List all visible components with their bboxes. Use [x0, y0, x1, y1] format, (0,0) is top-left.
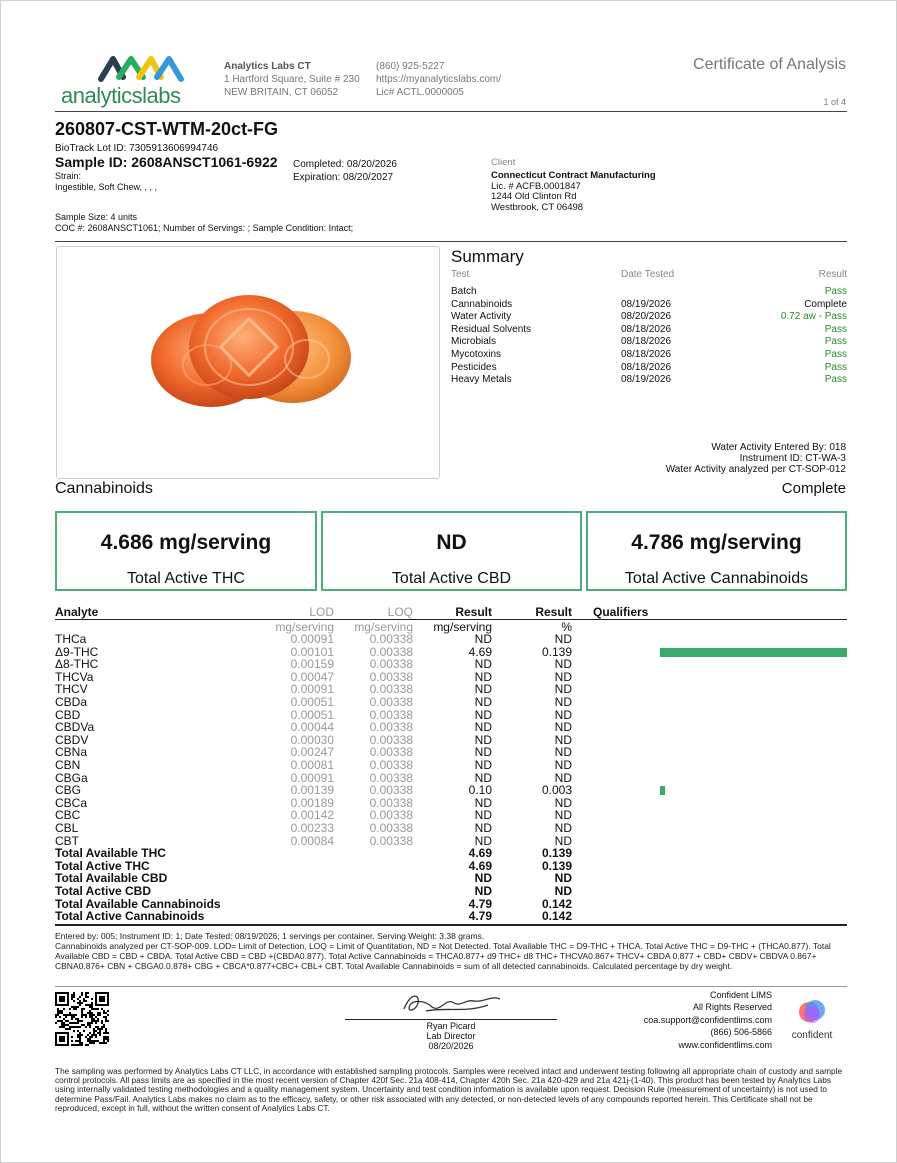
analyte-row: [55, 759, 847, 772]
total-active-thc-label: Total Active THC: [127, 570, 245, 587]
table-bottom-rule: [55, 924, 847, 926]
summary-date: 08/18/2026: [621, 361, 672, 373]
lims-info: [644, 989, 772, 1051]
analyte-table-header: [55, 606, 847, 619]
col-result-mg: Result: [455, 605, 492, 619]
analyte-lod: 0.00081: [290, 758, 334, 772]
total-result-pct: 0.142: [541, 909, 572, 924]
client-block: [491, 158, 656, 214]
analyte-result-mg: ND: [474, 758, 492, 772]
analyte-row: [55, 784, 847, 797]
product-photo: [56, 246, 440, 479]
analyte-result-mg: ND: [474, 669, 492, 684]
summary-date: 08/20/2026: [621, 311, 672, 323]
analyte-result-pct: 0.139: [541, 644, 572, 659]
analyte-row: [55, 822, 847, 835]
summary-col-date: Date Tested: [621, 269, 675, 280]
analyte-result-mg: ND: [474, 732, 492, 747]
signature-icon: [396, 989, 506, 1019]
analyte-row: [55, 797, 847, 810]
product-name: 260807-CST-WTM-20ct-FG: [55, 119, 279, 139]
analyte-loq: 0.00338: [369, 720, 413, 735]
total-active-cbd-value: ND: [436, 531, 467, 554]
analyte-result-mg: 4.69: [468, 644, 492, 659]
summary-result: Pass: [824, 323, 847, 335]
analyte-result-pct: ND: [554, 682, 572, 697]
summary-row: [451, 349, 847, 362]
lims-website[interactable]: www.confidentlims.com: [678, 1039, 772, 1050]
analyte-name: CBG: [55, 783, 82, 798]
analyte-result-mg: ND: [474, 770, 492, 785]
analyte-lod: 0.00142: [290, 808, 334, 823]
sample-id: Sample ID: 2608ANSCT1061-6922: [55, 154, 278, 170]
summary-date: 08/18/2026: [621, 349, 672, 360]
analyte-result-pct: ND: [554, 770, 572, 785]
summary-col-test: Test: [451, 269, 470, 280]
client-address2: Westbrook, CT 06498: [491, 202, 584, 214]
matrix-text: Ingestible, Soft Chew, , , ,: [55, 182, 158, 192]
analyte-result-mg: 0.10: [468, 783, 492, 798]
analyte-name: CBC: [55, 808, 81, 823]
total-row: [55, 847, 847, 860]
signature-date: 08/20/2026: [428, 1041, 474, 1051]
total-active-cannabinoids-box: [586, 511, 847, 591]
analyte-result-pct: ND: [554, 745, 572, 760]
lab-contact-block: [376, 60, 501, 99]
total-active-thc-value: 4.686 mg/serving: [100, 531, 272, 554]
analyte-loq: 0.00338: [369, 732, 413, 747]
analyte-lod: 0.00051: [290, 695, 334, 709]
total-result-pct: 0.142: [541, 896, 572, 911]
col-loq: LOQ: [387, 605, 413, 619]
analyte-result-pct: ND: [554, 795, 572, 810]
summary-row: [451, 336, 847, 349]
analyte-result-pct: ND: [554, 632, 572, 646]
total-result-mg: 4.79: [468, 909, 492, 924]
summary-test: Water Activity: [451, 311, 512, 323]
analyte-lod: 0.00051: [290, 707, 334, 722]
analyte-name: CBCa: [55, 795, 88, 810]
lims-rights: All Rights Reserved: [692, 1002, 772, 1013]
analyte-result-mg: ND: [474, 833, 492, 848]
analyte-name: THCa: [55, 632, 87, 646]
total-row: [55, 872, 847, 885]
summary-date: 08/18/2026: [621, 323, 672, 335]
analyte-row: [55, 835, 847, 848]
total-result-pct: 0.139: [541, 858, 572, 873]
total-row: [55, 910, 847, 923]
analyte-result-pct: 0.003: [541, 783, 572, 798]
analyte-lod: 0.00101: [290, 644, 334, 659]
cannabinoids-status: Complete: [781, 480, 846, 497]
summary-date: 08/19/2026: [621, 374, 672, 386]
gummy-image-icon: [57, 247, 439, 478]
dates-block: [293, 158, 397, 184]
summary-row: [451, 311, 847, 324]
analyte-lod: 0.00030: [290, 732, 334, 747]
analyte-result-mg: ND: [474, 657, 492, 672]
confident-logo-text: confident: [791, 1030, 833, 1041]
cannabinoids-title: Cannabinoids: [55, 480, 153, 497]
analyte-result-mg: ND: [474, 821, 492, 835]
summary-test: Microbials: [451, 336, 497, 348]
summary-row: [451, 374, 847, 387]
lab-name: Analytics Labs CT: [224, 61, 311, 72]
logo-mark-icon: [97, 53, 187, 83]
total-result-mg: ND: [474, 871, 492, 886]
summary-date: 08/18/2026: [621, 336, 672, 348]
analytics-labs-logo: [61, 53, 211, 111]
analyte-row: [55, 683, 847, 696]
summary-result: Complete: [804, 298, 847, 310]
analyte-result-pct: ND: [554, 821, 572, 835]
analyte-loq: 0.00338: [369, 795, 413, 810]
sample-divider: [55, 241, 847, 242]
analyte-row: [55, 696, 847, 709]
summary-result: Pass: [824, 286, 847, 297]
analyte-loq: 0.00338: [369, 821, 413, 835]
coc-info: COC #: 2608ANSCT1061; Number of Servings: ; Sample Condition: Intact;: [55, 222, 354, 233]
analyte-result-pct: ND: [554, 720, 572, 735]
signatory-block: [345, 1021, 557, 1051]
analyte-loq: 0.00338: [369, 707, 413, 722]
analyte-lod: 0.00159: [290, 657, 334, 672]
qualifier-bar: [660, 786, 665, 795]
analyte-result-mg: ND: [474, 632, 492, 646]
analyte-name: CBDa: [55, 695, 88, 709]
summary-title: Summary: [451, 247, 524, 266]
analyte-row: [55, 671, 847, 684]
unit-loq: mg/serving: [354, 620, 413, 634]
analyte-result-mg: ND: [474, 720, 492, 735]
header-divider: [55, 111, 847, 112]
lab-address-block: [224, 60, 360, 99]
total-row: [55, 885, 847, 898]
summary-col-result: Result: [818, 269, 847, 280]
document-title: Certificate of Analysis: [693, 56, 846, 73]
summary-date: 08/19/2026: [621, 298, 672, 310]
total-result-pct: ND: [554, 884, 572, 898]
total-name: Total Active CBD: [55, 884, 152, 898]
analyte-row: [55, 772, 847, 785]
analyte-row: [55, 709, 847, 722]
signatory-role: Lab Director: [426, 1031, 476, 1041]
analyte-name: THCVa: [55, 669, 94, 684]
analyte-loq: 0.00338: [369, 770, 413, 785]
total-name: Total Active Cannabinoids: [55, 909, 205, 924]
strain-label: Strain:: [55, 171, 82, 181]
lab-address2: NEW BRITAIN, CT 06052: [224, 87, 339, 98]
lab-license: Lic# ACTL.0000005: [376, 87, 464, 98]
analyte-result-pct: ND: [554, 669, 572, 684]
lab-phone: (860) 925-5227: [376, 61, 445, 72]
summary-test: Batch: [451, 286, 477, 297]
analyte-row: [55, 658, 847, 671]
cannabinoid-notes: [55, 931, 845, 971]
summary-test: Cannabinoids: [451, 298, 513, 310]
analyte-row: [55, 809, 847, 822]
analyte-lod: 0.00091: [290, 770, 334, 785]
analyte-table-units: [55, 621, 847, 634]
page-number: 1 of 4: [823, 97, 846, 107]
analyte-result-pct: ND: [554, 695, 572, 709]
analyte-name: CBN: [55, 758, 81, 772]
analyte-name: CBDV: [55, 732, 89, 747]
wa-entered-by: Water Activity Entered By: 018: [711, 442, 846, 453]
lims-phone: (866) 506-5866: [710, 1027, 772, 1038]
confident-logo-icon: [797, 999, 827, 1025]
analyte-row: [55, 633, 847, 646]
analyte-result-mg: ND: [474, 795, 492, 810]
analyte-loq: 0.00338: [369, 758, 413, 772]
sample-size: Sample Size: 4 units: [55, 212, 138, 222]
logo-text: analyticslabs: [61, 83, 181, 108]
col-analyte: Analyte: [55, 605, 99, 619]
analyte-row: [55, 721, 847, 734]
analyte-result-pct: ND: [554, 657, 572, 672]
total-result-mg: 4.69: [468, 858, 492, 873]
summary-row: [451, 286, 847, 299]
analyte-loq: 0.00338: [369, 695, 413, 709]
analyte-loq: 0.00338: [369, 833, 413, 848]
col-lod: LOD: [309, 605, 334, 619]
lab-website[interactable]: https://myanalyticslabs.com/: [376, 74, 502, 85]
qualifier-bar: [660, 648, 847, 657]
analyte-result-mg: ND: [474, 682, 492, 697]
analyte-name: CBD: [55, 707, 81, 722]
total-active-cannabinoids-value: 4.786 mg/serving: [631, 531, 802, 554]
summary-row: [451, 324, 847, 337]
total-name: Total Available THC: [55, 846, 166, 861]
analyte-loq: 0.00338: [369, 632, 413, 646]
total-name: Total Active THC: [55, 858, 150, 873]
water-activity-notes: [666, 442, 846, 475]
analyte-lod: 0.00047: [290, 669, 334, 684]
analyte-lod: 0.00044: [290, 720, 334, 735]
client-name: Connecticut Contract Manufacturing: [491, 169, 656, 181]
analyte-name: Δ8-THC: [55, 657, 99, 672]
total-name: Total Available Cannabinoids: [55, 896, 221, 911]
analyte-lod: 0.00091: [290, 682, 334, 697]
total-active-thc-box: [55, 511, 317, 591]
summary-header: [451, 269, 847, 282]
wa-sop: Water Activity analyzed per CT-SOP-012: [665, 464, 846, 475]
client-license: Lic. # ACFB.0001847: [491, 180, 581, 192]
summary-test: Heavy Metals: [451, 374, 512, 386]
total-active-cbd-box: [321, 511, 582, 591]
unit-lod: mg/serving: [275, 620, 334, 634]
analyte-name: CBGa: [55, 770, 88, 785]
strain-block: [55, 171, 157, 193]
unit-mg: mg/serving: [433, 620, 492, 634]
analyte-loq: 0.00338: [369, 644, 413, 659]
analyte-lod: 0.00139: [290, 783, 334, 798]
analyte-row: [55, 734, 847, 747]
analyte-result-pct: ND: [554, 808, 572, 823]
expiration-date: Expiration: 08/20/2027: [293, 172, 394, 183]
summary-row: [451, 299, 847, 312]
sample-size-block: [55, 212, 353, 233]
analyte-name: CBT: [55, 833, 79, 848]
analyte-loq: 0.00338: [369, 745, 413, 760]
analyte-loq: 0.00338: [369, 682, 413, 697]
total-result-pct: 0.139: [541, 846, 572, 861]
analyte-name: CBNa: [55, 745, 88, 760]
signature-line: [345, 1019, 557, 1020]
analyte-loq: 0.00338: [369, 669, 413, 684]
analyte-loq: 0.00338: [369, 657, 413, 672]
total-name: Total Available CBD: [55, 871, 168, 886]
analyte-lod: 0.00189: [290, 795, 334, 810]
disclaimer: The sampling was performed by Analytics Labs CT LLC, in accordance with established sampling protocols. Samples were received intact and underwent testing following all appropriate chain of custody and sample control protocols. All pass limits are as specified in the most recent version of Chapter 420f Sec. 21a 408-414, Chapter 420h Sec. 21a 420-429 and 21a 421j-(1-40). This product has been tested by Analytics Labs using internally validated testing methodologies and a quality management system. Uncertainty and test condition information is available upon request. Decision Rule (measurement of uncertainty) is not used to determine Pass/Fail. Analytics Labs makes no claim as to the efficacy, safety, or other risk associated with any detected, or non-detected levels of any compounds reported herein. This Certificate shall not be reproduced, except in full, without the written consent of Analytics Labs CT.: [55, 1066, 843, 1113]
client-address1: 1244 Old Clinton Rd: [491, 191, 577, 203]
analyte-result-mg: ND: [474, 707, 492, 722]
total-active-cbd-label: Total Active CBD: [391, 570, 512, 587]
biotrack-lot-id: BioTrack Lot ID: 7305913606994746: [55, 143, 219, 154]
analyte-result-pct: ND: [554, 758, 572, 772]
summary-test: Pesticides: [451, 361, 497, 373]
analyte-name: Δ9-THC: [55, 644, 99, 659]
confident-logo: [787, 999, 837, 1041]
notes-line2: Cannabinoids analyzed per CT-SOP-009. LOD= Limit of Detection, LOQ = Limit of Quantitation, ND = Not Detected. Total Available THC = D9-THC + THCA. Total Active THC = D9-THC + (THCA0.877). Total Available CBD = CBD + CBDA. Total Active CBD = CBD +(CBDA0.877). Total Active Cannabinoids = THCA0.877+ d9 THC+ d8 THC+ THCVA0.867+ THCV+ CBDA 0.877 + CBD+ CBDV+ CBDVA 0.867+ CBNA0.876+ CBN + CBGA0.0.878+ CBG + CBCA*0.877+CBC+ CBL+ CBT. Total Available Cannabinoids = sum of all detected cannabinoids. Calculated percentage by dry weight.: [55, 941, 831, 971]
analyte-result-mg: ND: [474, 808, 492, 823]
col-qualifiers: Qualifiers: [593, 605, 649, 619]
analyte-result-pct: ND: [554, 833, 572, 848]
completed-date: Completed: 08/20/2026: [293, 159, 397, 170]
analyte-row: [55, 746, 847, 759]
unit-pct: %: [561, 620, 572, 634]
analyte-result-pct: ND: [554, 707, 572, 722]
lab-address1: 1 Hartford Square, Suite # 230: [224, 74, 360, 85]
summary-result: Pass: [824, 374, 847, 386]
lims-email[interactable]: coa.support@confidentlims.com: [643, 1014, 772, 1025]
analyte-result-mg: ND: [474, 695, 492, 709]
notes-line1: Entered by: 005; Instrument ID: 1; Date Tested: 08/19/2026; 1 servings per container. Serving Weight: 3.38 grams.: [55, 931, 485, 941]
analyte-lod: 0.00091: [290, 632, 334, 646]
summary-test: Mycotoxins: [451, 349, 502, 360]
summary-result: 0.72 aw - Pass: [780, 311, 847, 323]
analyte-lod: 0.00247: [290, 745, 334, 760]
summary-row: [451, 362, 847, 375]
footer-divider: [55, 986, 847, 987]
analyte-result-mg: ND: [474, 745, 492, 760]
client-label: Client: [491, 157, 516, 168]
lims-name: Confident LIMS: [709, 990, 772, 1000]
analyte-lod: 0.00233: [290, 821, 334, 835]
summary-result: Pass: [824, 349, 847, 360]
analyte-name: THCV: [55, 682, 88, 697]
summary-test: Residual Solvents: [451, 323, 532, 335]
qr-code-icon[interactable]: [55, 992, 109, 1046]
col-result-pct: Result: [535, 605, 572, 619]
total-result-mg: ND: [474, 884, 492, 898]
wa-instrument: Instrument ID: CT-WA-3: [739, 453, 846, 464]
signatory-name: Ryan Picard: [426, 1021, 476, 1031]
analyte-name: CBL: [55, 821, 79, 835]
analyte-loq: 0.00338: [369, 808, 413, 823]
analyte-loq: 0.00338: [369, 783, 413, 798]
summary-result: Pass: [824, 336, 847, 348]
total-result-mg: 4.79: [468, 896, 492, 911]
analyte-lod: 0.00084: [290, 833, 334, 848]
summary-result: Pass: [824, 361, 847, 373]
analyte-result-pct: ND: [554, 732, 572, 747]
total-result-pct: ND: [554, 871, 572, 886]
total-result-mg: 4.69: [468, 846, 492, 861]
analyte-name: CBDVa: [55, 720, 95, 735]
total-active-cannabinoids-label: Total Active Cannabinoids: [624, 570, 809, 587]
total-row: [55, 860, 847, 873]
